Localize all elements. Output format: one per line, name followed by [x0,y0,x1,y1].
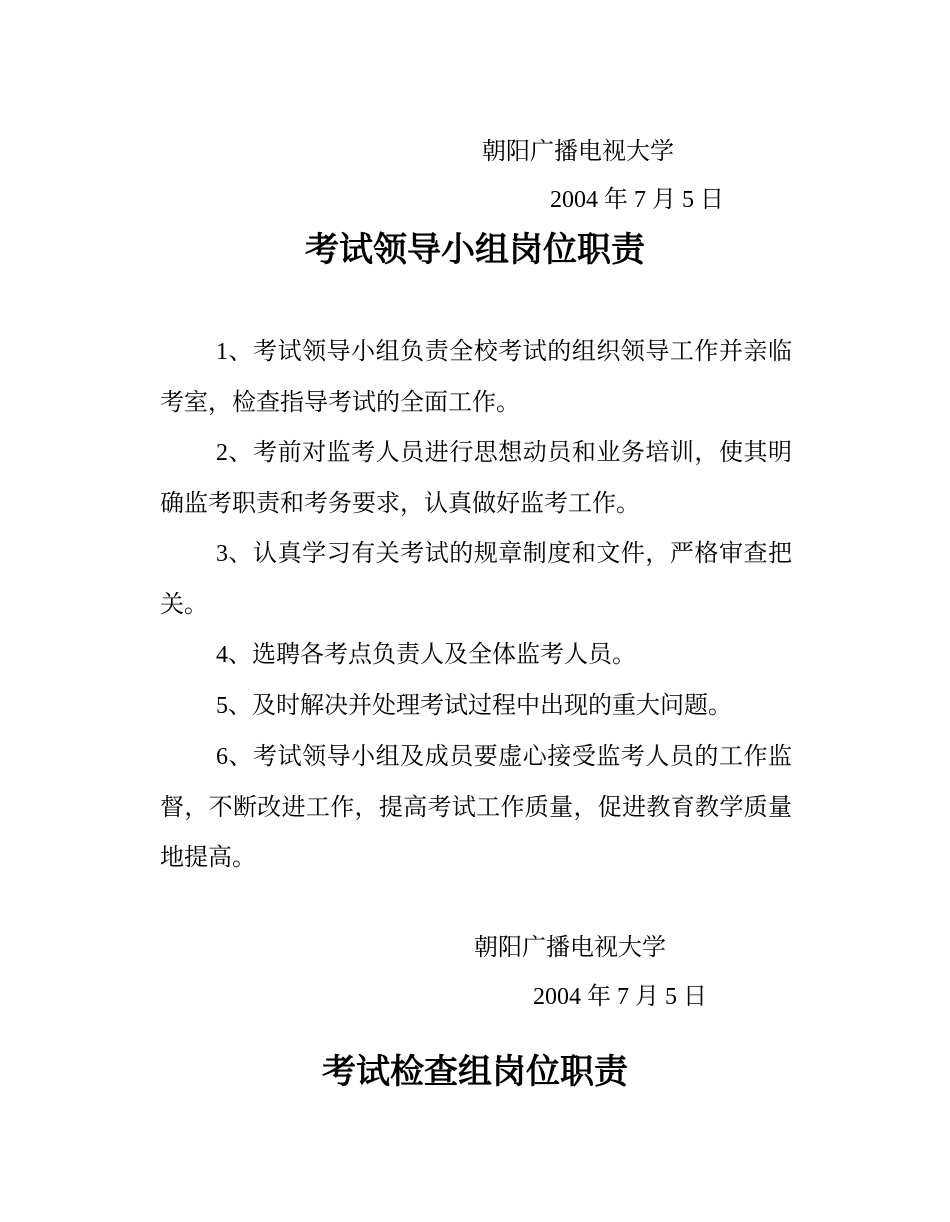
item-number: 5 [216,693,228,719]
signature-org-top: 朝阳广播电视大学 [482,137,674,165]
item-number: 3 [216,541,228,567]
list-item [160,528,792,629]
list-item [160,680,792,731]
list-item [160,427,792,528]
item-number: 4 [216,642,228,668]
item-text: 、考试领导小组负责全校考试的组织领导工作并亲临考室，检查指导考试的全面工作。 [160,337,792,416]
list-item [160,326,792,427]
item-text: 、选聘各考点负责人及全体监考人员。 [228,640,636,668]
item-number: 6 [216,744,228,770]
item-text: 、考试领导小组及成员要虚心接受监考人员的工作监督，不断改进工作，提高考试工作质量，促进教育教学质量地提高。 [160,742,792,871]
section1-title: 考试领导小组岗位职责 [305,230,645,270]
item-number: 2 [216,440,228,466]
signature-org-bottom: 朝阳广播电视大学 [474,933,666,961]
item-text: 、及时解决并处理考试过程中出现的重大问题。 [228,691,732,719]
item-text: 、认真学习有关考试的规章制度和文件，严格审查把关。 [160,539,792,618]
section2-title: 考试检查组岗位职责 [322,1052,628,1092]
item-number: 1 [216,339,228,365]
list-item [160,629,792,680]
signature-date-top: 2004 年 7 月 5 日 [550,187,724,213]
signature-date-bottom: 2004 年 7 月 5 日 [533,984,707,1010]
list-item [160,731,792,882]
item-text: 、考前对监考人员进行思想动员和业务培训，使其明确监考职责和考务要求，认真做好监考工作。 [160,438,792,517]
section1-body [160,326,792,882]
